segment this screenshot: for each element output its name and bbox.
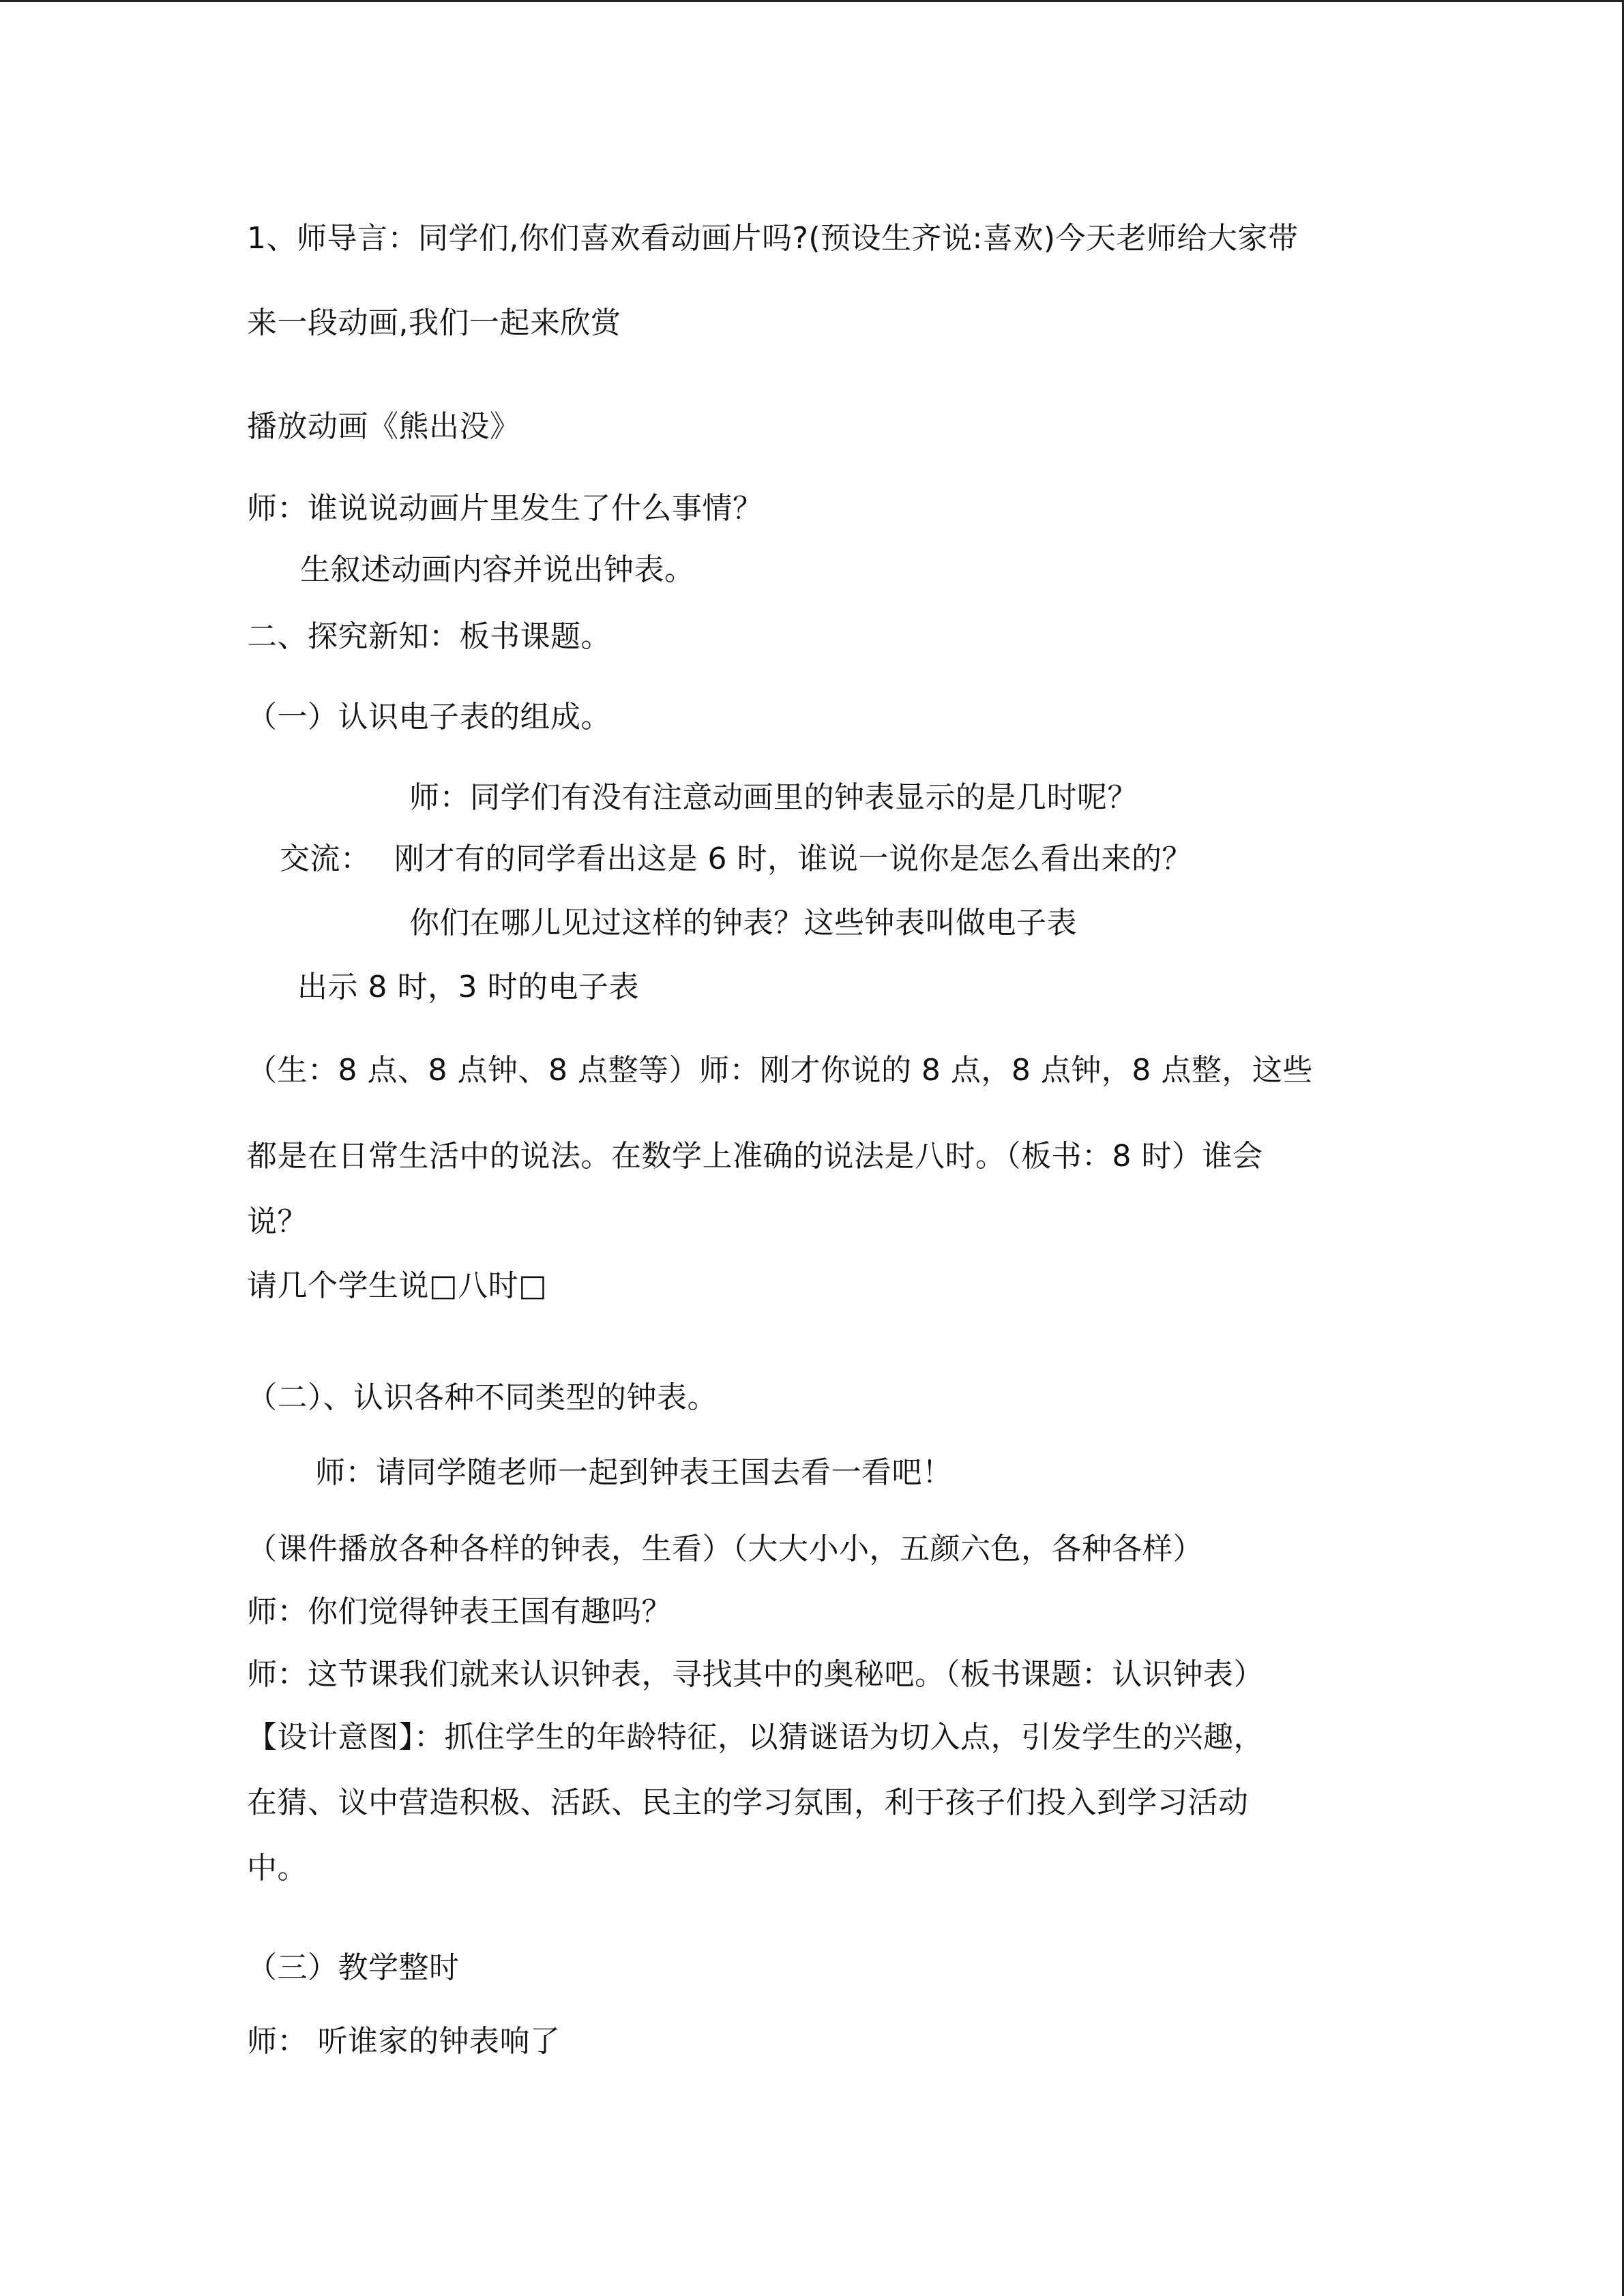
subsection-heading-electronic-clock: （一）认识电子表的组成。 [247,700,611,734]
text-line-six-oclock: 刚才有的同学看出这是 6 时，谁说一说你是怎么看出来的？ [394,841,1192,876]
subsection-heading-whole-hour: （三）教学整时 [247,1950,460,1985]
text-line-where-seen: 你们在哪儿见过这样的钟表？这些钟表叫做电子表 [409,906,1077,940]
text-line-show-clocks: 出示 8 时，3 时的电子表 [297,970,639,1004]
text-line-intro-2: 来一段动画,我们一起来欣赏 [247,305,621,340]
text-label-exchange: 交流： [280,841,371,876]
subsection-heading-clock-types: （二）、认识各种不同类型的钟表。 [247,1380,718,1415]
text-line-teacher-question: 师：谁说说动画片里发生了什么事情？ [247,491,763,526]
text-line-student-narrate: 生叙述动画内容并说出钟表。 [300,552,695,587]
text-line-clock-kingdom: 师：请同学随老师一起到钟表王国去看一看吧！ [315,1455,953,1490]
text-line-interesting: 师：你们觉得钟表王国有趣吗？ [247,1594,672,1629]
text-line-courseware: （课件播放各种各样的钟表，生看）（大大小小，五颜六色，各种各样） [247,1532,1203,1566]
text-line-math-expression: 都是在日常生活中的说法。在数学上准确的说法是八时。（板书：8 时）谁会 [247,1139,1263,1174]
text-line-listen-clock: 师： 听谁家的钟表响了 [247,2024,561,2059]
text-line-design-intent-2: 在猜、议中营造积极、活跃、民主的学习氛围，利于孩子们投入到学习活动 [247,1785,1249,1820]
text-line-design-intent-3: 中。 [247,1851,308,1885]
text-line-who-can-say: 说？ [247,1204,308,1239]
page-border-top [0,0,1624,2]
text-line-lesson-topic: 师：这节课我们就来认识钟表，寻找其中的奥秘吧。（板书课题：认识钟表） [247,1657,1264,1692]
text-line-clock-time-question: 师：同学们有没有注意动画里的钟表显示的是几时呢？ [409,780,1138,815]
text-line-design-intent-1: 【设计意图】：抓住学生的年龄特征，以猜谜语为切入点，引发学生的兴趣， [247,1720,1264,1755]
text-line-intro-1: 1、师导言：同学们,你们喜欢看动画片吗?(预设生齐说:喜欢)今天老师给大家带 [247,221,1299,256]
text-line-student-answers: （生：8 点、8 点钟、8 点整等）师：刚才你说的 8 点，8 点钟，8 点整，这些 [247,1053,1313,1088]
text-line-play-animation: 播放动画《熊出没》 [247,409,520,444]
text-line-students-say: 请几个学生说□八时□ [247,1268,548,1303]
section-heading-explore: 二、探究新知：板书课题。 [247,619,611,654]
